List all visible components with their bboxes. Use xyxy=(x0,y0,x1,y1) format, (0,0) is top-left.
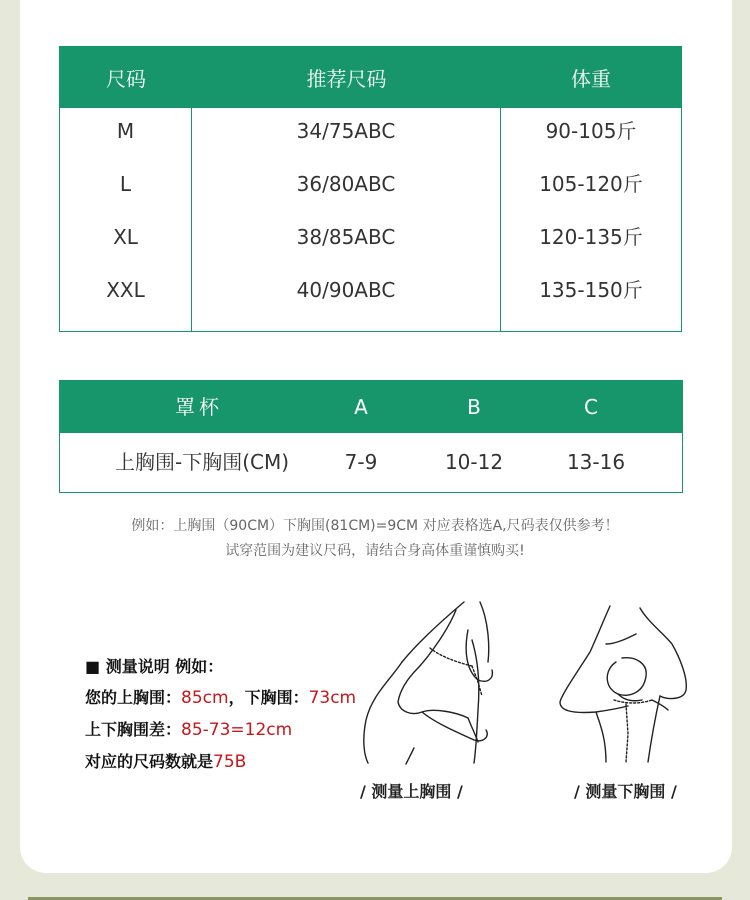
result-size-value: 75B xyxy=(213,752,247,772)
table-cell: 36/80ABC xyxy=(296,172,396,196)
measure-line-2 xyxy=(85,682,356,714)
table-cell: L xyxy=(119,172,132,196)
table-cell: 10-12 xyxy=(444,450,504,474)
size-table xyxy=(59,46,682,332)
table-cell: 90-105斤 xyxy=(545,119,637,143)
caption-upper-bust: / 测量上胸围 / xyxy=(360,782,463,801)
under-bust-illustration xyxy=(556,604,696,764)
label: 您的上胸围： xyxy=(85,688,182,707)
cup-table-header xyxy=(60,381,682,433)
difference-value: 85-73=12cm xyxy=(181,720,293,740)
table-cell: XXL xyxy=(106,278,145,302)
label: 上下胸围差： xyxy=(85,720,182,739)
header-cup-b: B xyxy=(467,395,481,419)
example-note: 例如：上胸围（90CM）下胸围(81CM)=9CM 对应表格选A,尺码表仅供参考！ xyxy=(131,518,619,534)
table-row xyxy=(60,433,682,485)
size-table-body xyxy=(60,108,681,331)
weight-column xyxy=(501,108,681,331)
advice-note: 试穿范围为建议尺码，请结合身高体重谨慎购买! xyxy=(225,543,525,559)
table-cell: 135-150斤 xyxy=(539,278,643,302)
cup-table xyxy=(59,380,683,493)
header-weight: 体重 xyxy=(571,67,611,91)
recommended-column xyxy=(192,108,501,331)
table-cell: 40/90ABC xyxy=(296,278,396,302)
table-cell: XL xyxy=(113,225,138,249)
header-cup-c: C xyxy=(584,395,598,419)
table-cell: 34/75ABC xyxy=(296,119,396,143)
upper-bust-illustration xyxy=(360,600,500,765)
label: ，下胸围： xyxy=(228,688,309,707)
header-cup: 罩杯 xyxy=(175,395,223,419)
under-bust-value: 73cm xyxy=(308,688,357,708)
header-cup-a: A xyxy=(354,395,368,419)
table-cell: 7-9 xyxy=(344,450,378,474)
measure-line-3 xyxy=(85,714,356,746)
table-cell: 105-120斤 xyxy=(539,172,643,196)
label: 对应的尺码数就是 xyxy=(85,752,214,771)
table-cell: 120-135斤 xyxy=(539,225,643,249)
caption-under-bust: / 测量下胸围 / xyxy=(574,782,677,801)
size-column xyxy=(60,108,192,331)
header-recommended-size: 推荐尺码 xyxy=(306,67,387,91)
measurement-instructions xyxy=(85,651,356,778)
measure-title: ■ 测量说明 例如： xyxy=(85,657,224,676)
upper-bust-value: 85cm xyxy=(181,688,229,708)
table-cell: 38/85ABC xyxy=(296,225,396,249)
table-cell: 13-16 xyxy=(566,450,626,474)
table-cell: M xyxy=(116,119,135,143)
header-size: 尺码 xyxy=(106,67,146,91)
table-cell: 上胸围-下胸围(CM) xyxy=(114,450,290,474)
size-table-header xyxy=(60,47,681,108)
measure-line-4 xyxy=(85,746,356,778)
